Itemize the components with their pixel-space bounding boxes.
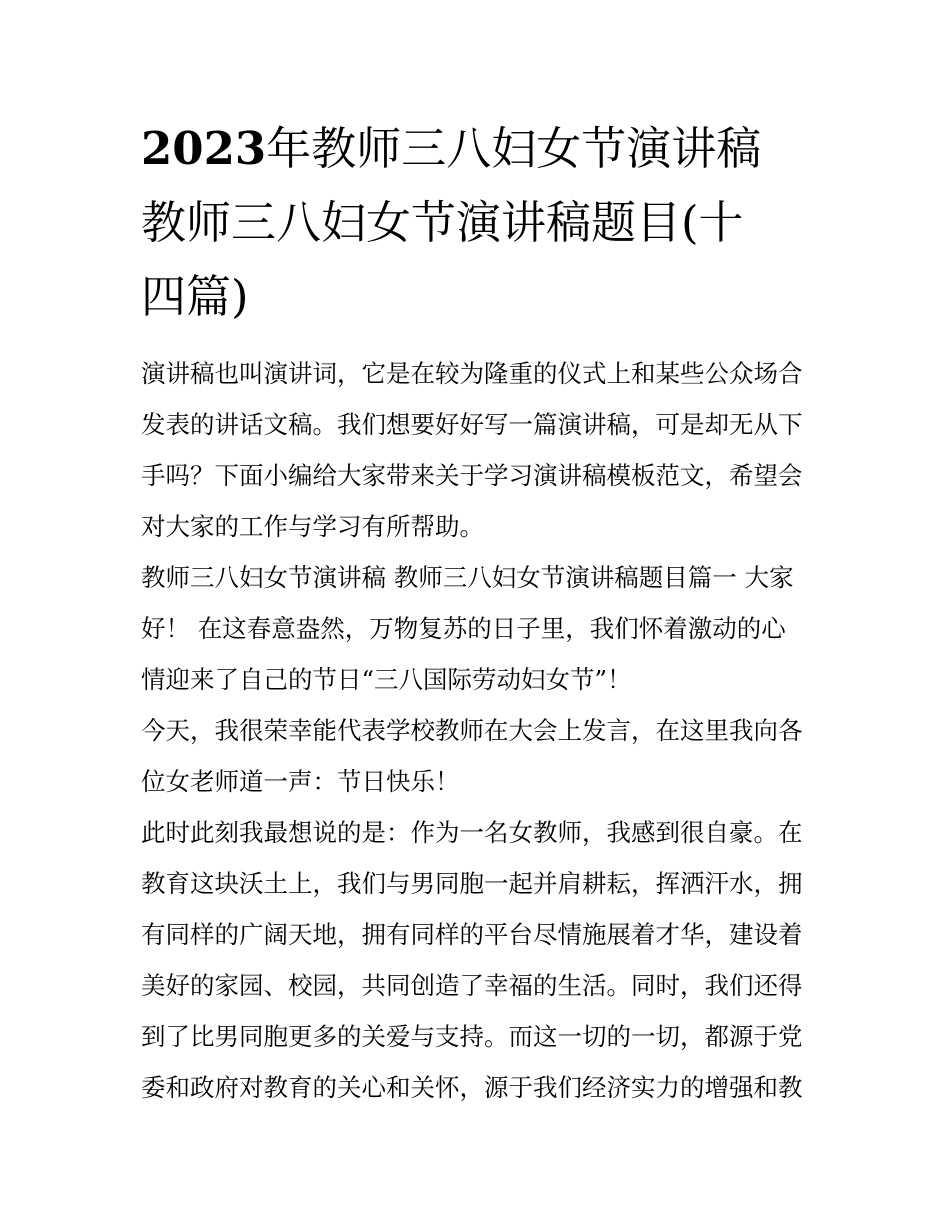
paragraph-line: 教育这块沃土上，我们与男同胞一起并肩耕耘，挥洒汗水，拥 — [141, 869, 803, 898]
title-line-1 — [141, 112, 813, 186]
paragraph-line: 位女老师道一声：节日快乐！ — [141, 767, 460, 796]
document-body — [141, 348, 813, 1113]
paragraph-line: 好！ 在这春意盎然，万物复苏的日子里，我们怀着激动的心 — [141, 614, 786, 643]
paragraph-line: 今天，我很荣幸能代表学校教师在大会上发言，在这里我向各 — [141, 716, 803, 745]
paragraph-line: 对大家的工作与学习有所帮助。 — [141, 512, 484, 541]
paragraph-today — [141, 705, 813, 807]
paragraph-line: 情迎来了自己的节日“三八国际劳动妇女节”！ — [141, 665, 632, 694]
document-content — [141, 112, 813, 1113]
paragraph-intro — [141, 348, 813, 552]
paragraph-line: 手吗？下面小编给大家带来关于学习演讲稿模板范文，希望会 — [141, 461, 803, 490]
title-line-1-text: 年教师三八妇女节演讲稿 — [266, 122, 762, 175]
paragraph-line: 发表的讲话文稿。我们想要好好写一篇演讲稿，可是却无从下 — [141, 410, 803, 439]
paragraph-greeting — [141, 552, 813, 705]
document-title — [141, 112, 813, 334]
paragraph-proud — [141, 807, 813, 1113]
paragraph-line: 到了比男同胞更多的关爱与支持。而这一切的一切，都源于党 — [141, 1022, 803, 1051]
paragraph-line: 有同样的广阔天地，拥有同样的平台尽情施展着才华，建设着 — [141, 920, 803, 949]
paragraph-line: 美好的家园、校园，共同创造了幸福的生活。同时，我们还得 — [141, 971, 803, 1000]
paragraph-line: 委和政府对教育的关心和关怀，源于我们经济实力的增强和教 — [141, 1073, 803, 1102]
title-line-3: 四篇) — [141, 270, 249, 323]
paragraph-line: 此时此刻我最想说的是：作为一名女教师，我感到很自豪。在 — [141, 818, 803, 847]
title-year: 2023 — [141, 122, 267, 175]
paragraph-line: 教师三八妇女节演讲稿 教师三八妇女节演讲稿题目篇一 大家 — [141, 563, 794, 592]
paragraph-line: 演讲稿也叫演讲词，它是在较为隆重的仪式上和某些公众场合 — [141, 359, 803, 388]
title-line-2: 教师三八妇女节演讲稿题目(十 — [141, 196, 744, 249]
